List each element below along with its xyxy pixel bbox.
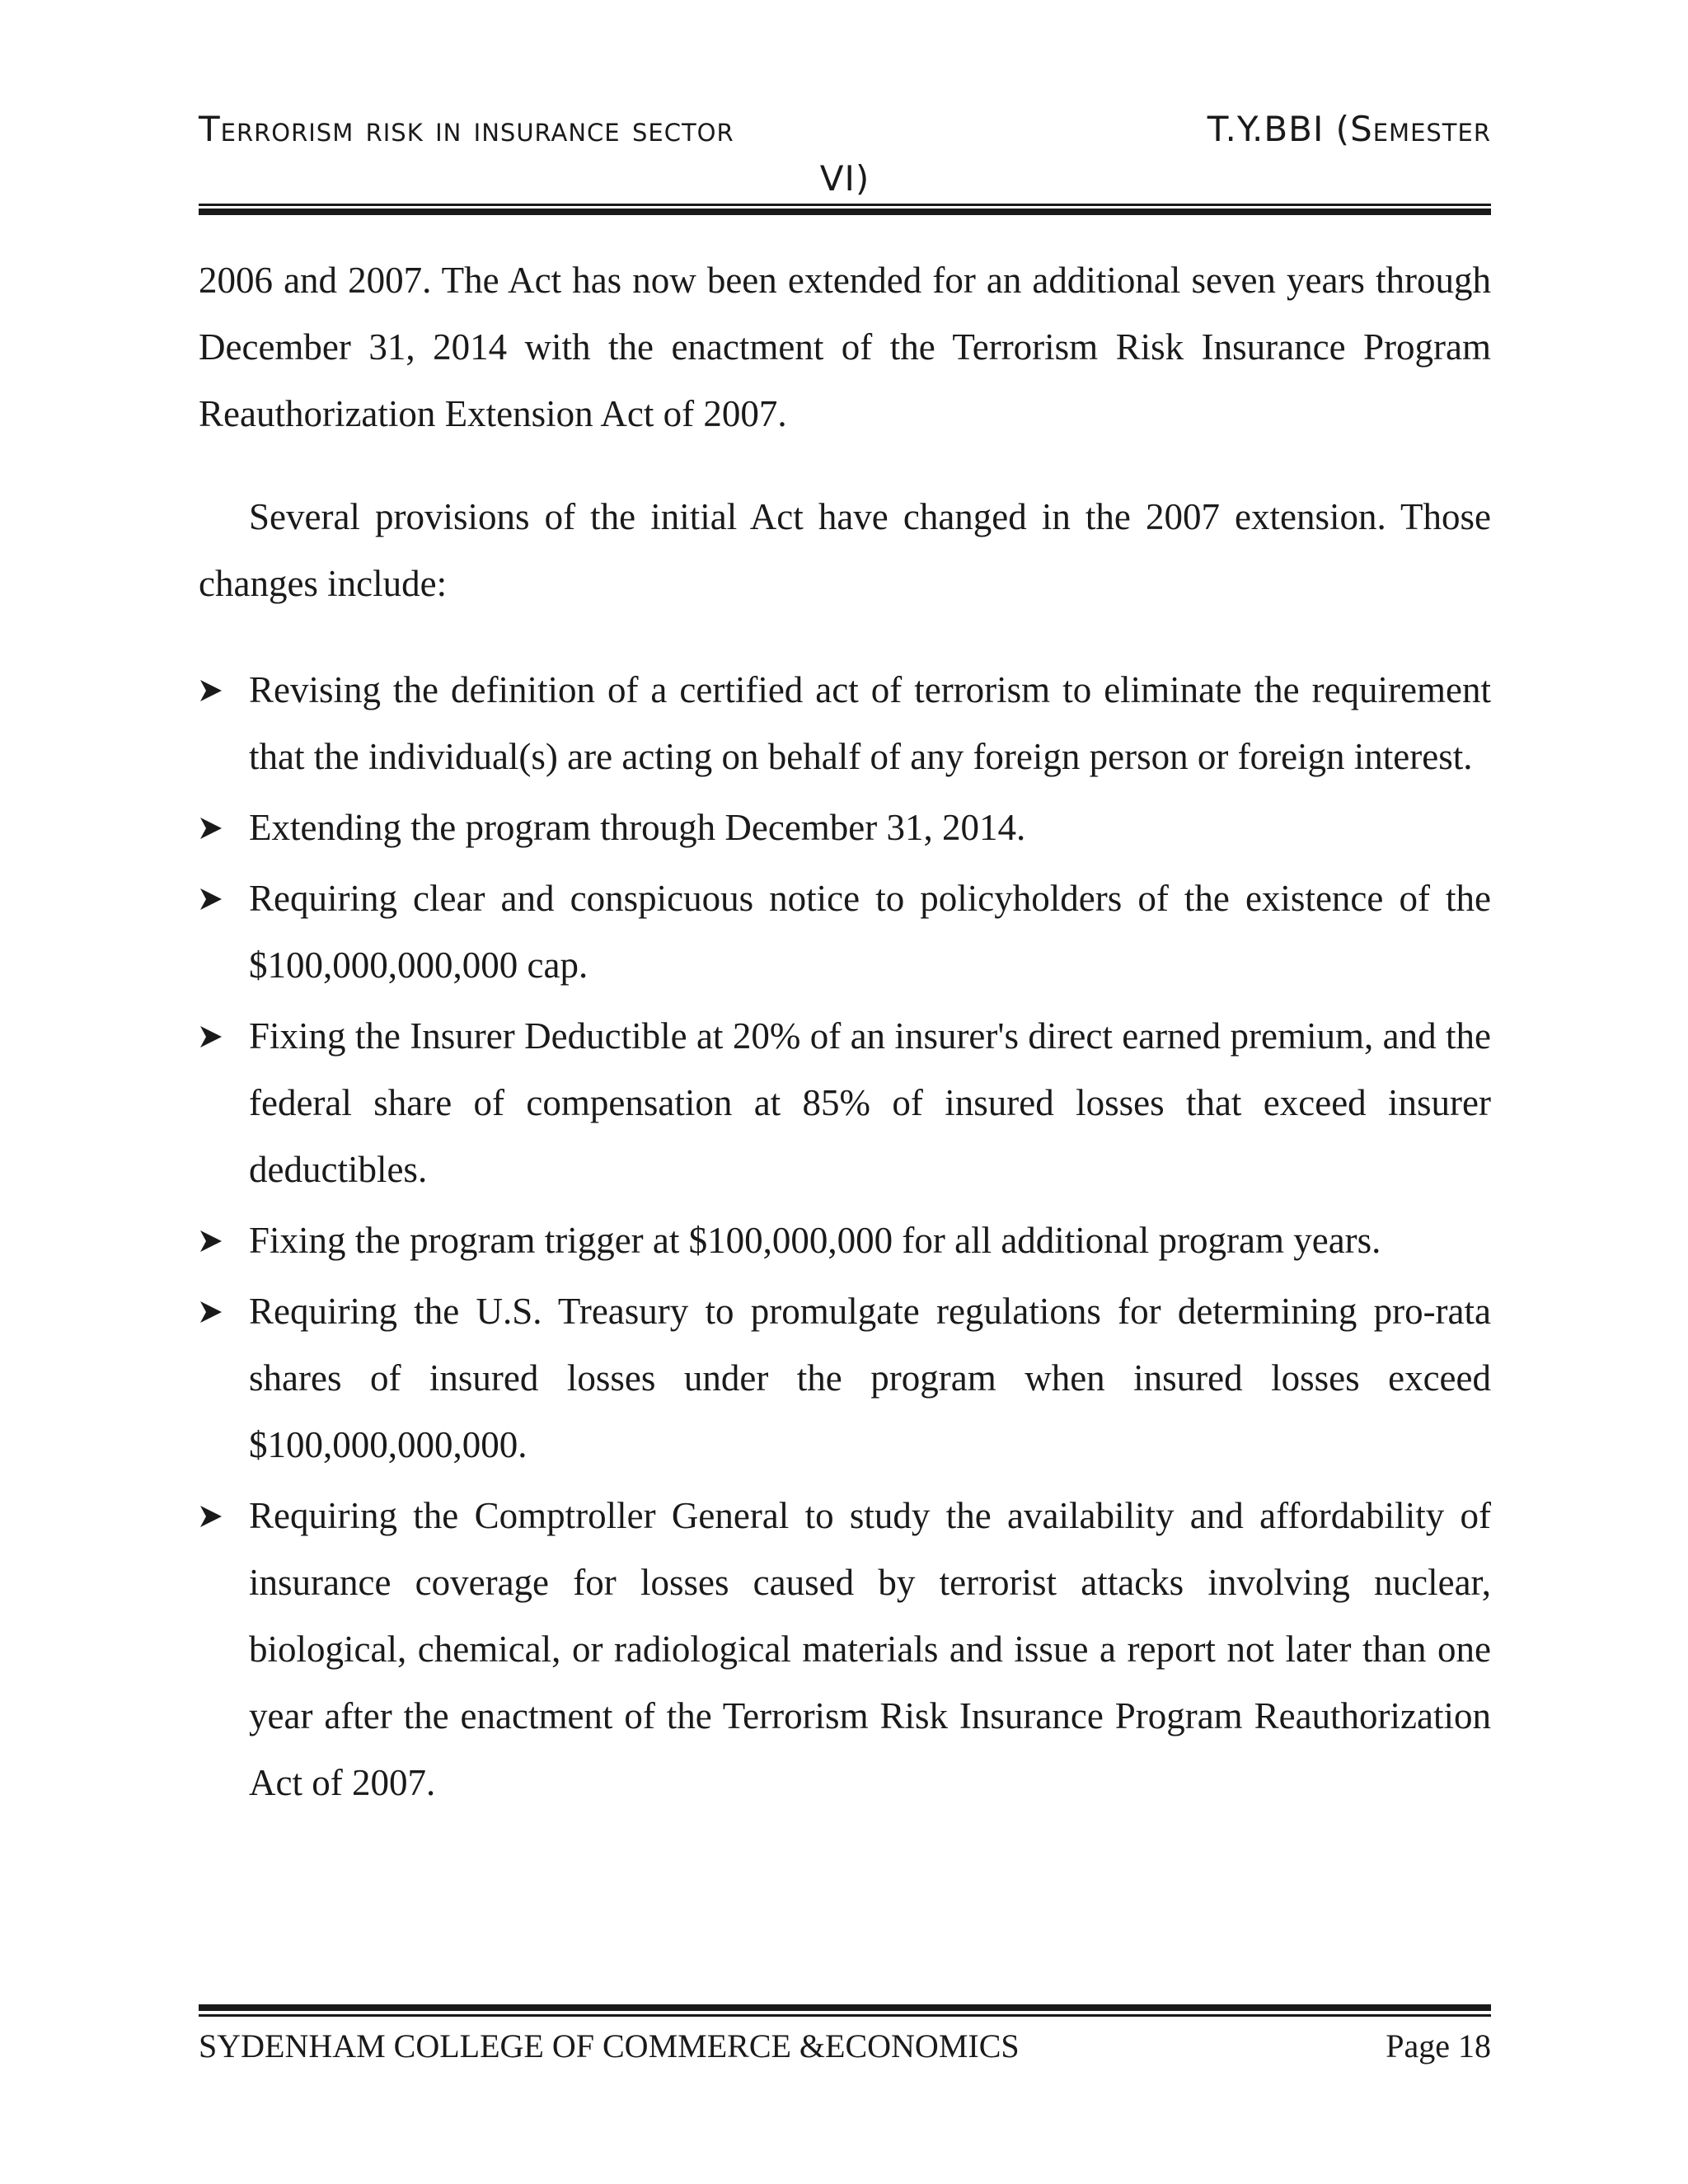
header-title: Terrorism risk in insurance sector [199, 109, 734, 149]
list-item-text: Requiring the Comptroller General to study the availability and affordability of insurance coverage for losses caused by terrorist attacks involving nuclear, biological, chemical, or radiological materials and issue a report not later than one year after the enactment of the Terrorism Risk Insurance Program Reauthorization Act of 2007. [249, 1495, 1491, 1803]
header-rule-thick [199, 209, 1491, 215]
list-item-text: Revising the definition of a certified act of terrorism to eliminate the requirement that the individual(s) are acting on behalf of any foreign person or foreign interest. [249, 669, 1491, 777]
list-item [199, 794, 1491, 861]
arrowhead-bullet-icon [199, 1207, 232, 1274]
list-item [199, 1207, 1491, 1274]
arrowhead-bullet-icon [199, 794, 232, 861]
list-item [199, 865, 1491, 999]
arrowhead-bullet-icon [199, 1483, 232, 1549]
list-item-text: Fixing the Insurer Deductible at 20% of an insurer's direct earned premium, and the federal share of compensation at 85% of insured losses that exceed insurer deductibles. [249, 1015, 1491, 1190]
list-item-text: Fixing the program trigger at $100,000,000 for all additional program years. [249, 1220, 1381, 1261]
list-item-text: Requiring the U.S. Treasury to promulgate regulations for determining pro-rata shares of insured losses under the program when insured losses exceed $100,000,000,000. [249, 1291, 1491, 1465]
header-rule-thin [199, 204, 1491, 206]
header-course-wrap: VI) [819, 158, 870, 199]
body-paragraph: Several provisions of the initial Act have changed in the 2007 extension. Those changes include: [199, 496, 1491, 604]
arrowhead-bullet-icon [199, 1278, 232, 1345]
footer-rule-thick [199, 2004, 1491, 2011]
body-paragraph: 2006 and 2007. The Act has now been extended for an additional seven years through December 31, 2014 with the enactment of the Terrorism Risk Insurance Program Reauthorization Extension Act of 2007. [199, 260, 1491, 434]
changes-list [199, 657, 1491, 1816]
footer-rule-thin [199, 2014, 1491, 2017]
list-item [199, 1483, 1491, 1816]
list-item-text: Requiring clear and conspicuous notice to policyholders of the existence of the $100,000,000,000 cap. [249, 878, 1491, 986]
arrowhead-bullet-icon [199, 865, 232, 932]
arrowhead-bullet-icon [199, 657, 232, 724]
header-course: T.Y.BBI (Semester [1207, 109, 1491, 149]
arrowhead-bullet-icon [199, 1003, 232, 1070]
list-item [199, 1003, 1491, 1203]
list-item [199, 657, 1491, 790]
footer-college: SYDENHAM COLLEGE OF COMMERCE &ECONOMICS [199, 2027, 1020, 2064]
page-number: Page 18 [1386, 2027, 1491, 2064]
page-header [199, 105, 1491, 213]
list-item-text: Extending the program through December 31, 2014. [249, 807, 1026, 848]
page-body [199, 247, 1491, 1821]
list-item [199, 1278, 1491, 1479]
